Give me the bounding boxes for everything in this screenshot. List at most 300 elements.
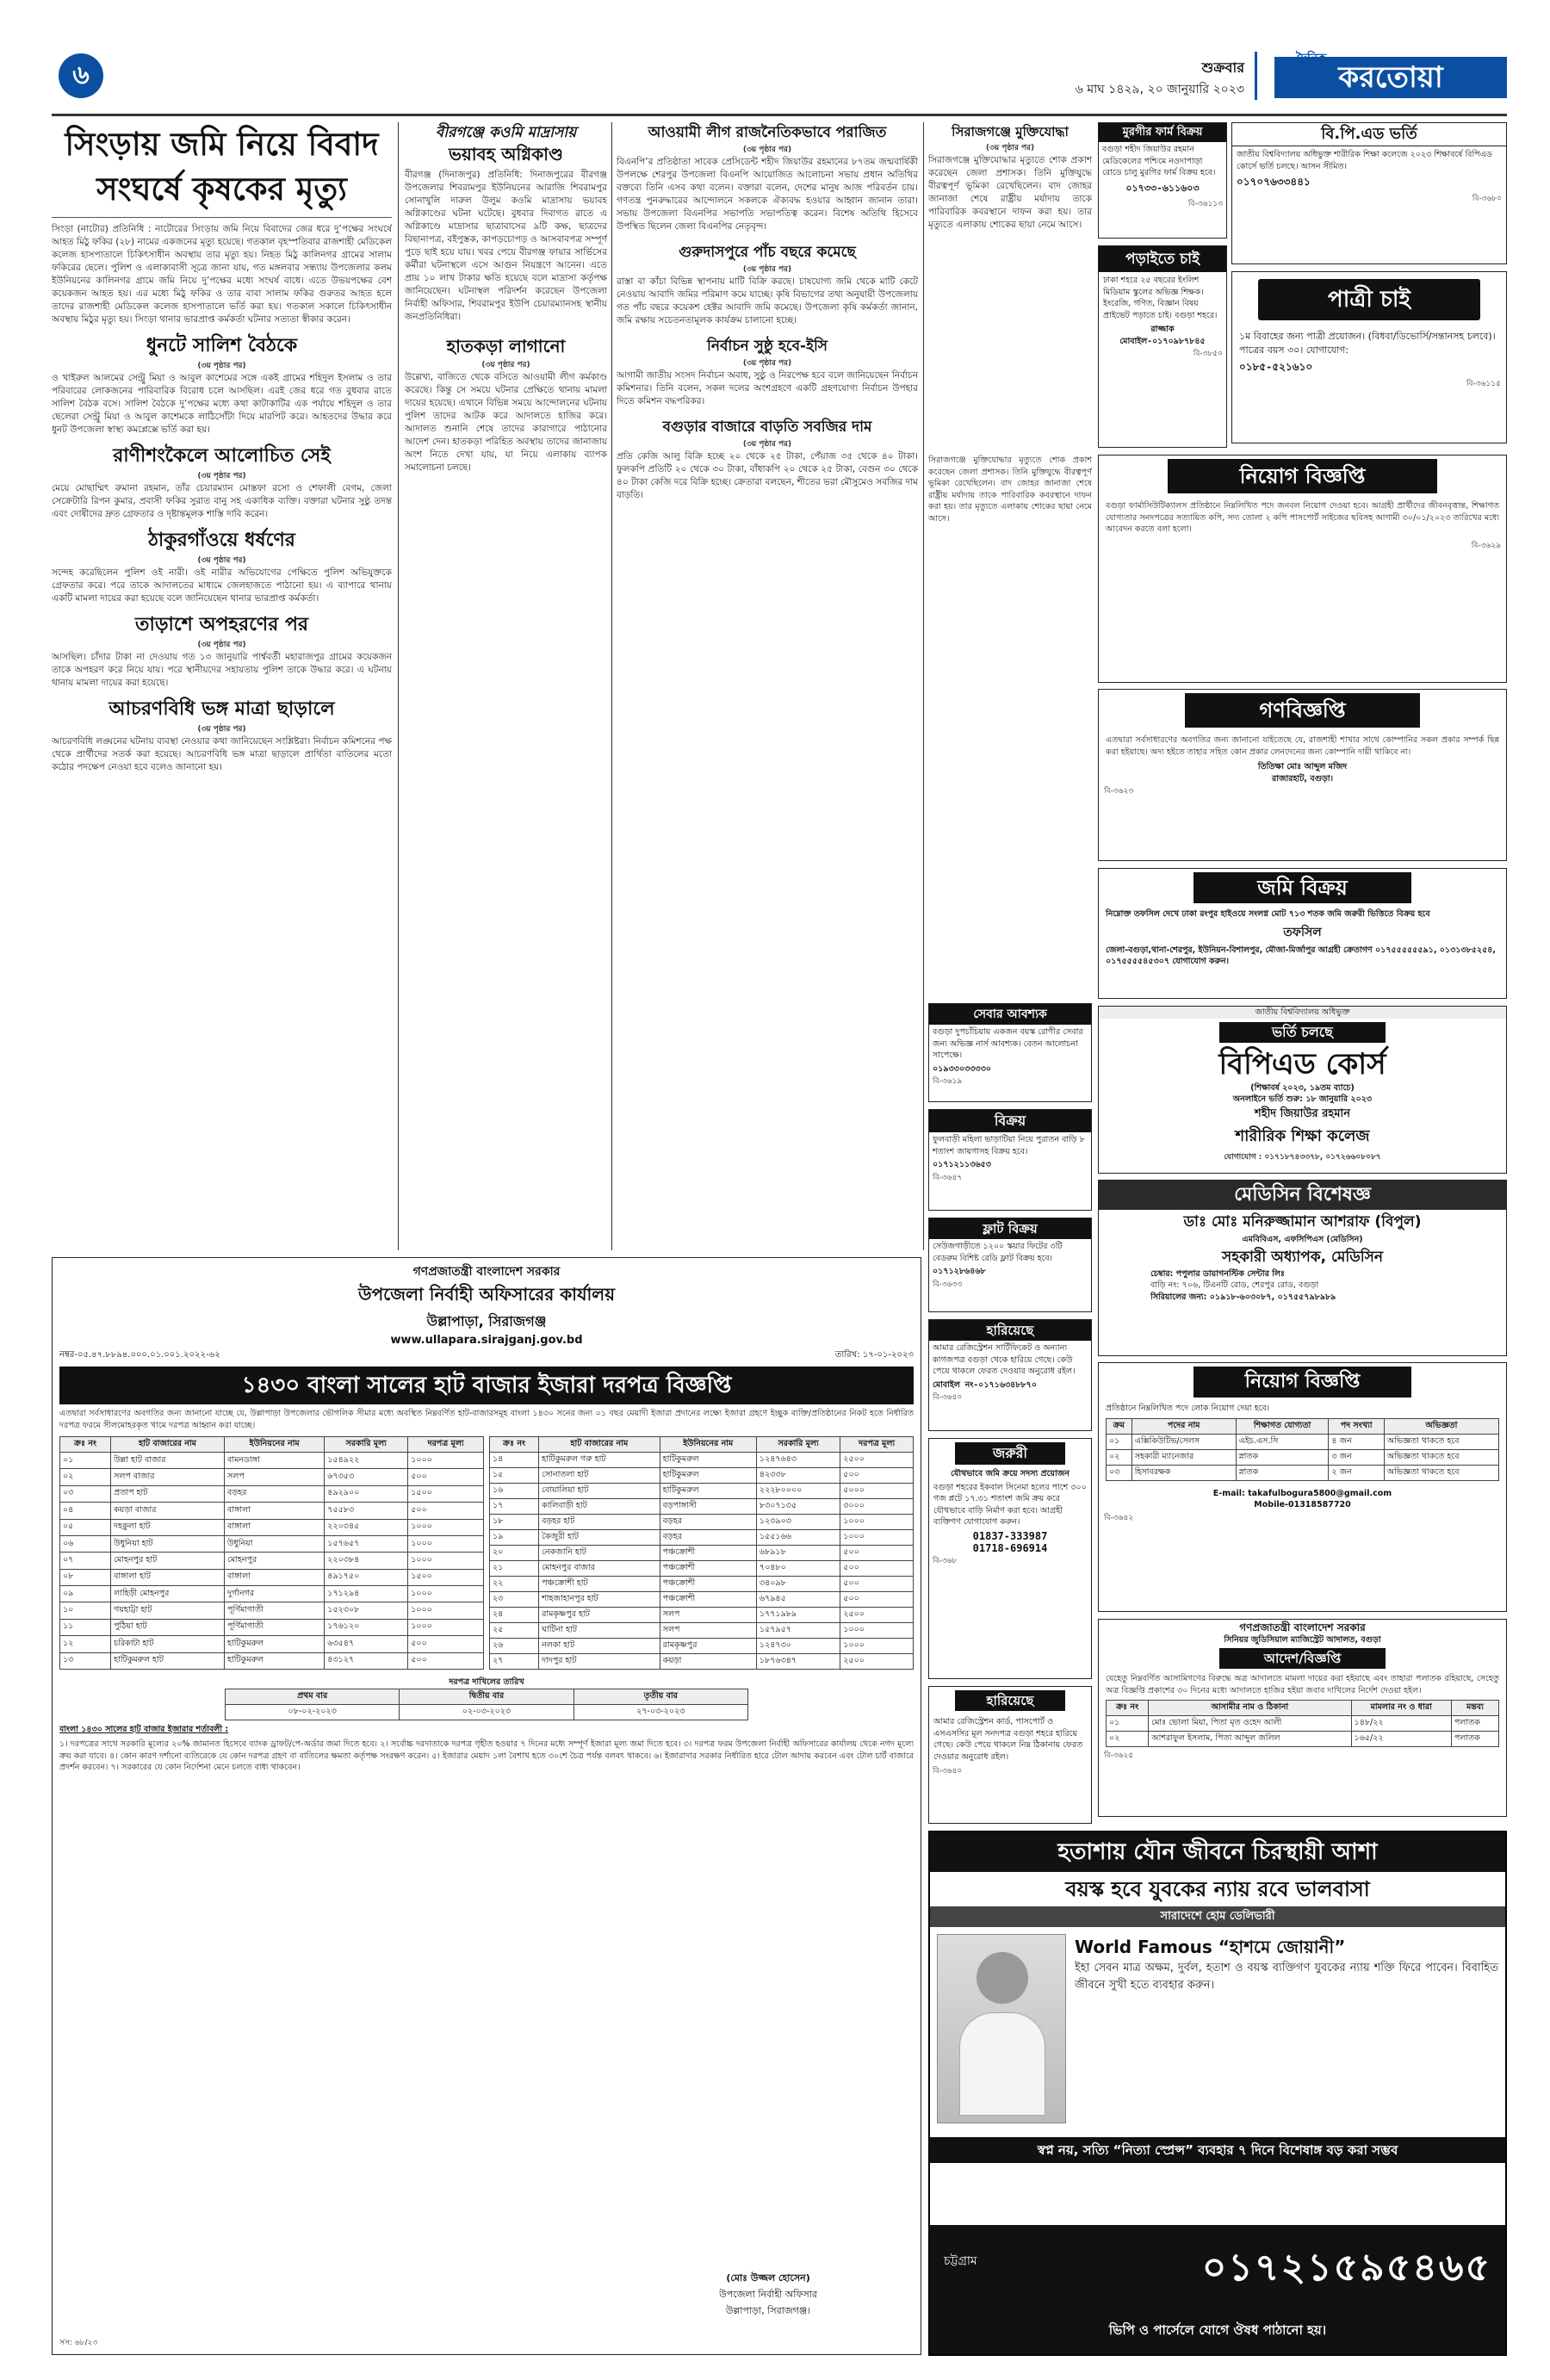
table-cell: ০২ [1107,1732,1149,1747]
classified-ref: বি-৩৬১৯ [933,1077,963,1086]
health-ad-title: হতাশায় যৌন জীবনে চিরস্থায়ী আশা [930,1832,1505,1872]
table-cell: ২১ [490,1561,539,1577]
col3-stories [617,122,918,1250]
madrasa-fire-story [405,122,607,324]
court-office: সিনিয়র জুডিসিয়াল ম্যাজিস্ট্রেট আদালত, বগুড়া [1224,1634,1381,1645]
table-cell: সলপ [660,1623,756,1639]
classified-subtitle: যৌথভাবে জমি ক্রয়ে সদস্য প্রয়োজন [951,1469,1070,1478]
product-body: ইহা সেবন মাত্র অক্ষম, দুর্বল, হতাশ ও বয়স্ক ব্যক্তিগণ যুবকের ন্যায় শক্তি ফিরে পাবেন। বিবাহিত জীবনে সুখী হতে ব্যবহার করুন। [1075,1962,1498,1992]
job-intro: প্রতিষ্ঠানে নিম্নলিখিত পদে লোক নিয়োগ দেয়া হবে। [1106,1404,1270,1413]
election-story [617,336,918,408]
classified-flat-sale [928,1218,1092,1312]
story-continued: (৩য় পৃষ্ঠার পর) [742,440,792,449]
table-row [60,1602,484,1619]
table-cell: ১৭৬১২০ [325,1619,408,1635]
table-header-cell: ক্রম [1107,1418,1132,1434]
table-row [1107,1434,1499,1449]
gurudaspur-story [617,242,918,327]
table-cell: ১০০০ [408,1535,484,1552]
classified-title: গণবিজ্ঞপ্তি [1185,693,1420,728]
job-notice-2 [1098,1362,1507,1612]
table-cell: ২২ [490,1577,539,1592]
tender-memo-row [53,1347,921,1365]
table-cell: ০২ [1107,1449,1132,1465]
table-cell: বামনডাঙ্গা [225,1453,325,1469]
table-cell: ৬৮৯১৮ [756,1546,840,1561]
table-header-cell: অভিজ্ঞতা [1384,1418,1498,1434]
table-cell: অভিজ্ঞতা থাকতে হবে [1384,1449,1498,1465]
table-cell: ৩ জন [1329,1449,1384,1465]
table-row [490,1608,914,1623]
col1-story-1 [52,333,392,437]
table-cell: ৮৩০৭১৩৫ [756,1499,840,1515]
tender-place: উল্লাপাড়া, সিরাজগঞ্জ [426,1313,547,1329]
table-row [1107,1732,1499,1747]
classified-title: সেবার আবশ্যক [929,1004,1091,1025]
bped-admit: ভর্তি চলছে [1219,1022,1386,1043]
handcuff-story [405,334,607,474]
paper-logo: করতোয়া [1274,57,1507,98]
col1-story-2 [52,443,392,521]
issue-date: ৬ মাঘ ১৪২৯, ২০ জানুয়ারি ২০২৩ [1075,83,1244,96]
story-body: আগামী জাতীয় সংসদ নির্বাচন অবাধ, সুষ্ঠু ও নিরপেক্ষ হবে বলে জানিয়েছেন নির্বাচন কমিশনার। তিনি বলেন, সকল দলের অংশগ্রহণে একটি গ্রহণযোগ্য নির্বাচন উপহার দিতে কমিশন বদ্ধপরিকর। [617,370,918,406]
court-govt: গণপ্রজাতন্ত্রী বাংলাদেশ সরকার [1239,1621,1366,1633]
story-body: উল্লেখ্য, বাজিতে থেকে বসিতে আওয়ামী লীগ কর্মকাণ্ড করেছে। কিন্তু সে সময়ে ঘটনার প্রেক্ষিতে থানায় মামলা দায়ের হয়েছে। এখানে বিভিন্ন সময়ে আন্দোলনের ঘটনায় পুলিশ তাদের আটক করে আদালতে হাজির করে। আদালত শুনানি শেষে তাদের কারাগারে পাঠানোর আদেশ দেন। হাতকড়া পরিহিত অবস্থায় তাদের জানাজায় অংশ নিতে দেখা যায়, যা নিয়ে এলাকায় ব্যাপক সমালোচনা চলছে। [405,372,607,473]
job-email[interactable]: E-mail: takafulbogura5800@gmail.com [1212,1488,1392,1498]
tender-govt: গণপ্রজাতন্ত্রী বাংলাদেশ সরকার [412,1265,561,1279]
tender-date: তারিখ: ১৭-০১-২০২৩ [834,1350,914,1360]
table-cell: ১৫ [490,1468,539,1484]
table-cell: হাটিকুমরুল [225,1636,325,1652]
classified-poultry-farm-box [1098,122,1227,239]
table-row [490,1515,914,1530]
table-cell: পলাতক [1451,1716,1498,1732]
table-cell: হাটিকুমরুল গরু হাট [539,1453,660,1468]
health-ad-strip: সারাদেশে হোম ডেলিভারী [930,1906,1505,1927]
freedom-fighter-story [928,122,1092,449]
story-title: ঠাকুরগাঁওয়ে ধর্ষণের [148,530,295,551]
table-cell: ১৫৭৯৫৭ [756,1623,840,1639]
health-product-ad [928,1831,1507,2356]
table-cell: চরিকাটা হাট [111,1636,225,1652]
tender-website[interactable]: www.ullapara.sirajganj.gov.bd [390,1334,583,1347]
classified-body: এতদ্বারা সর্বসাধারণের অবগতির জন্য জানানো যাইতেছে যে, রাজশাহী শাখার সাথে কোম্পানির সকল প্রকার সম্পর্ক ছিন্ন করা হইয়াছে। অদ্য হইতে তাহার সহিত কোন প্রকার লেনদেনের জন্য কোম্পানি দায়ী থাকিবে না। [1106,735,1499,757]
table-cell: বোয়ালিয়া হাট [539,1484,660,1499]
table-cell: বড়হর [225,1485,325,1502]
bped-course-ad [1098,1006,1507,1174]
table-cell: রামকৃষ্ণপুর হাট [539,1608,660,1623]
table-cell: ৪২৩৩৮ [756,1468,840,1484]
chamber-serial: সিরিয়ালের জন্য: ০১৯১৮-৬০৩০৮৭, ০১৭৫৫৭৯৮৯৮৯ [1150,1292,1336,1302]
classified-ref: বি-৩৬১১৫ [1466,380,1501,388]
tender-notice [52,1257,921,2355]
story-continued: (৩য় পৃষ্ঠার পর) [197,556,246,565]
table-header-cell: আসামীর নাম ও ঠিকানা [1149,1701,1351,1716]
health-ad-content [930,1927,1505,2130]
table-cell: গয়হাট্টা হাট [111,1602,225,1619]
col1-story-3 [52,528,392,605]
table-cell: স্নাতক [1236,1465,1329,1480]
table-cell: ১৫০০ [408,1485,484,1502]
tender-table-right [489,1436,914,1670]
classified-ref: বি-৩৬২৯ [1471,541,1501,550]
table-header-cell: ইউনিয়নের নাম [225,1437,325,1453]
table-cell: হাটিকুমরুল [660,1453,756,1468]
tender-title: ১৪৩০ বাংলা সালের হাট বাজার ইজারা দরপত্র বিজ্ঞপ্তি [59,1367,914,1404]
table-cell: কয়ড়া [660,1654,756,1670]
story-body: মেয়ে মোছাম্মিৎ রুমানা রহমান, তাঁর চেয়ারম্যান মোস্তফা রসো ও শেফালী বেগম, জেলা সেক্রেটারি রিপন কুমার, প্রবাসী ফকির সুরাত বানু সহ একাধিক ব্যক্তি। বক্তারা ঘটনার সুষ্ঠু তদন্ত এবং দোষীদের দ্রুত গ্রেফতার ও দৃষ্টান্তমূলক শাস্তি দাবি করেন। [52,483,392,519]
table-cell: হাটিকুমরুল [225,1652,325,1670]
table-header-cell: সরকারি মূল্য [756,1437,840,1453]
tender-table-header [60,1437,484,1453]
table-header-cell: দরপত্র মূল্য [408,1437,484,1453]
story-body: আচরণবিধি লঙ্ঘনের ঘটনায় ব্যবস্থা নেওয়ার কথা জানিয়েছেন সংশ্লিষ্টরা। নির্বাচন কমিশনের পক্ষ থেকে প্রার্থীদের সতর্ক করা হয়েছে। আচরণবিধি ভঙ্গ মাত্রা ছাড়ালে প্রার্থিতা বাতিলের মতো কঠোর পদক্ষেপ নেওয়া হবে বলেও জানানো হয়। [52,736,392,772]
table-cell: ০৬ [60,1535,111,1552]
story-title: হাতকড়া লাগানো [446,336,566,356]
table-header-cell: হাট বাজারের নাম [539,1437,660,1453]
table-cell: ৫০০ [840,1592,914,1608]
table-cell: দহকুলা হাট [111,1519,225,1535]
tender-schedule-table [225,1689,748,1720]
tender-schedule-title: দরপত্র দাখিলের তারিখ [449,1677,524,1687]
table-cell: ১২ [60,1636,111,1652]
classified-body: আমার রেজিস্ট্রেশন সার্টিফিকেট ও অন্যান্য কাগজপত্র বগুড়া থেকে হারিয়ে গেছে। কেউ পেয়ে থাকলে ফেরত দেওয়ার অনুরোধ রইল। [933,1343,1076,1376]
table-row [60,1636,484,1652]
table-cell: ৬৭৯৪৫ [756,1592,840,1608]
story-body: ও খাইরুল আলমের সেন্ট্রু মিয়া ও আবুল কাশেমের সঙ্গে একই গ্রামের শহিদুল ইসলাম ও তার পরিবারের লোকজনের পারিবারিক বিরোধ চলে আসছিল। এরই জের ধরে গত বুধবার রাতে সালিশ বৈঠক বসে। সালিশ বৈঠকে দু’পক্ষের মধ্যে কথা কাটাকাটির এক পর্যায়ে শহিদুল ও তার ছেলেরা সেন্ট্রু মিয়া ও আবুল কাশেমকে লাঠিসোঁটা দিয়ে মারপিট করে। আহতদের উদ্ধার করে ধুনট উপজেলা স্বাস্থ্য কমপ্লেক্সে ভর্তি করা হয়। [52,373,392,435]
lead-headline-1: সিংড়ায় জমি নিয়ে বিবাদ [65,126,379,163]
table-header-cell: হাট বাজারের নাম [111,1437,225,1453]
table-cell: মোঃ ভোলা মিয়া, পিতা মৃত ওহেদ আলী [1149,1716,1351,1732]
table-row [490,1654,914,1670]
table-cell: প্রতাপ হাট [111,1485,225,1502]
table-cell: ১০০০ [408,1619,484,1635]
classified-ref: বি-৩৬৩৩ [933,1280,963,1289]
vegetable-price-story [617,417,918,502]
table-cell: ০২ [60,1469,111,1485]
table-cell: বড়পাঙ্গাসী [660,1499,756,1515]
classified-title: বি.পি.এড ভর্তি [1232,123,1506,146]
table-cell: ১৪ [490,1453,539,1468]
tender-ref: সস: ৬৮/২৩ [59,2339,98,2347]
classified-phone-2: 01718-696914 [972,1541,1048,1554]
table-cell: কালিবাড়ী হাট [539,1499,660,1515]
table-cell: ১০ [60,1602,111,1619]
table-cell: ১৭১২৯৪ [325,1586,408,1602]
classified-phone: মোবাইল-০১৭০৯৮৭৮৪৫ [1119,336,1206,346]
table-header-cell: ক্রঃ নং [490,1437,539,1453]
table-header-cell: শিক্ষাগত যোগ্যতা [1236,1418,1329,1434]
classified-phone: ০১৯৩৩০৩৩৩৩০ [933,1063,991,1074]
table-cell: অভিজ্ঞতা থাকতে হবে [1384,1465,1498,1480]
table-cell: হাটিকুমরুল [660,1468,756,1484]
story-body: আসছিল। চাঁদার টাকা না দেওয়ায় গত ১৩ জানুয়ারি পার্শ্ববর্তী মহারাজপুর গ্রামের কয়েকজন তাকে অপহরণ করে নিয়ে যায়। পরে স্থানীয়দের সহায়তায় পুলিশ তাকে উদ্ধার করে। এ ঘটনায় থানায় মামলা দায়ের করা হয়েছে। [52,652,392,688]
classified-body: সেউজগাড়ীতে ১২০০ স্কয়ার ফিটের ৩টি বেডরুম বিশিষ্ট রেডি ফ্লাট বিক্রয় হবে। [933,1242,1063,1263]
table-cell: মোহনপুর বাজার [539,1561,660,1577]
classified-ref: বি-৩৬৪৭ [933,1173,963,1182]
lead-body: সিংড়া (নাটোর) প্রতিনিধি : নাটোরের সিংড়ায় জমি নিয়ে বিবাদের জের ধরে দু’পক্ষের সংঘর্ষে আহত মিঠু ফকির (২৮) নামের একজনের মৃত্যু হয়েছে। গতকাল বৃহস্পতিবার রাজশাহী মেডিকেল কলেজ হাসপাতালে চিকিৎসাধীন অবস্থায় তার মৃত্যু হয়। নিহত মিঠু কালিনগর গ্রামের সালাম ফকিরের ছেলে। পুলিশ ও এলাকাবাসী সূত্রে জানা যায়, গত মঙ্গলবার সন্ধ্যায় উপজেলার কলম ইউনিয়নের কালিনগর গ্রামে জমি নিয়ে দু’পক্ষের মধ্যে সংঘর্ষ বাধে। এতে উভয়পক্ষের বেশ কয়েকজন আহত হয়। এর মধ্যে মিঠু ফকির ও তার বাবা সালাম ফকির গুরুতর আহত হলে তাদের রাজশাহী মেডিকেল কলেজ হাসপাতালে ভর্তি করা হয়। গতকাল সকালে চিকিৎসাধীন অবস্থায় মিঠুর মৃত্যু হয়। সিংড়া থানার ভারপ্রাপ্ত কর্মকর্তা ঘটনার সত্যতা স্বীকার করেন। [52,224,392,325]
classified-body: জাতীয় বিশ্ববিদ্যালয় অধিভুক্ত শারীরিক শিক্ষা কলেজে ২০২৩ শিক্ষাবর্ষে বিপিএড কোর্সে ভর্তি চলছে। আসন সীমিত। [1237,150,1492,171]
table-row [60,1485,484,1502]
table-cell: সলপ [660,1608,756,1623]
classified-body: ১ম বিবাহের জন্য পাত্রী প্রয়োজন। (বিধবা/ডিভোর্সি/সন্তানসহ চলবে)। পাত্রের বয়স ৩০। যোগাযোগ: [1239,331,1496,356]
story-title: সিরাজগঞ্জে মুক্তিযোদ্ধা [952,124,1069,139]
story-title: রাণীশংকৈলে আলোচিত সেই [113,445,331,467]
court-table [1106,1700,1499,1747]
medicine-banner: মেডিসিন বিশেষজ্ঞ [1099,1181,1506,1210]
classified-body: ঢাকা শহরে ২৫ বছরের ইংলিশ মিডিয়াম স্কুলের অভিজ্ঞ শিক্ষক। ইংরেজি, গণিত, বিজ্ঞান বিষয় প্রাইভেট পড়াতে চাই। বগুড়া শহরে। [1103,276,1218,320]
table-row [1107,1465,1499,1480]
table-row [1107,1716,1499,1732]
table-cell: ১২৩৯০৩ [756,1515,840,1530]
table-row [490,1468,914,1484]
table-row [490,1592,914,1608]
table-cell: ১৬ [490,1484,539,1499]
health-ad-subtitle: বয়স্ক হবে যুবকের ন্যায় রবে ভালবাসা [1065,1877,1370,1901]
table-cell: ১১ [60,1619,111,1635]
table-cell: ০৫ [60,1519,111,1535]
table-header-cell: দ্বিতীয় বার [400,1689,574,1704]
classified-phone: ০১৮৫-৫২১৬১০ [1239,361,1313,373]
classified-title: জরুরী [955,1442,1065,1465]
story-continued: (৩য় পৃষ্ঠার পর) [197,725,246,734]
table-row [490,1561,914,1577]
bped-title: বিপিএড কোর্স [1218,1046,1386,1082]
classified-lost-1 [928,1319,1092,1431]
table-cell: ৪৩১২৭ [325,1652,408,1670]
table-cell: ১৮ [490,1515,539,1530]
table-cell: নেকজানি হাট [539,1546,660,1561]
table-cell: পলাতক [1451,1732,1498,1747]
story-body: রাস্তা বা কাঁচা বিভিন্ন স্থাপনায় মাটি বিক্রি করছে। চাষযোগ্য জমি থেকে মাটি কেটে নেওয়ায় আবাদি জমির পরিমাণ কমে যাচ্ছে। কৃষি বিভাগের তথ্য অনুযায়ী উপজেলায় গত পাঁচ বছরে কয়েকশ হেক্টর আবাদি জমি কমেছে। উপজেলা কৃষি কর্মকর্তা জানান, জমি রক্ষায় সচেতনতামূলক কার্যক্রম চালানো হচ্ছে। [617,276,918,325]
table-cell: সোনাতলা হাট [539,1468,660,1484]
table-cell: ঘাটিনা হাট [539,1623,660,1639]
table-header-cell: দরপত্র মূল্য [840,1437,914,1453]
table-cell: ০৭ [60,1553,111,1569]
table-row [60,1569,484,1585]
tender-table-left [59,1436,484,1670]
classified-title: নিয়োগ বিজ্ঞপ্তি [1194,1367,1411,1398]
table-cell: রামকৃষ্ণপুর [660,1639,756,1654]
table-row [1107,1449,1499,1465]
table-cell: পূর্ণিমাগাতী [225,1602,325,1619]
classified-ref: বি-৩৬২৩ [1104,787,1134,796]
story-title: গুরুদাসপুরে পাঁচ বছরে কমেছে [679,244,856,261]
table-cell: কৈজুরী হাট [539,1530,660,1546]
table-row [60,1535,484,1552]
classified-phone: ০১৭১২৮৬৪৬৮ [933,1267,986,1276]
footer-address: চট্টগ্রাম [944,2254,977,2268]
classified-body: বগুড়া দুপচাঁচিয়ায় একজন বয়স্ক রোগীর সেবার জন্য অভিজ্ঞ নার্স আবশ্যক। বেতন আলোচনা সাপেক্ষে। [933,1027,1083,1060]
story-continued: (৩য় পৃষ্ঠার পর) [985,144,1035,152]
table-cell: ২ জন [1329,1465,1384,1480]
tender-tables [53,1433,921,1673]
story-title: বীরগঞ্জে কওমি মাদ্রাসায় [435,124,577,141]
table-cell: ১৭ [490,1499,539,1515]
table-cell: ১৭৭১৯৮৯ [756,1608,840,1623]
land-tofsil: তফসিল [1283,925,1322,939]
table-cell: ৫০০ [840,1577,914,1592]
classified-ref: বি-৩৬১১৩ [1187,199,1223,208]
table-cell: ০১ [1107,1434,1132,1449]
col4-continued-text [928,455,1092,816]
table-cell: ১০০০ [840,1639,914,1654]
tender-office: উপজেলা নির্বাহী অফিসারের কার্যালয় [357,1284,615,1305]
notice-place: রাজারহাট, বগুড়া। [1272,773,1333,784]
chamber-address: বাড়ি নং: ৭০৬, টিএনটি রোড, শেরপুর রোড, বগুড়া [1150,1280,1319,1290]
table-header-cell: সরকারি মূল্য [325,1437,408,1453]
table-cell: ১০০০ [408,1453,484,1469]
table-cell: ২২২৮০০০০ [756,1484,840,1499]
table-cell: সলপ [225,1469,325,1485]
table-cell: বড়হর হাট [539,1515,660,1530]
classified-title: নিয়োগ বিজ্ঞপ্তি [1168,459,1437,493]
table-cell: এক্সিকিউটিভ/সেলস [1132,1434,1236,1449]
table-cell: উল্লা হাট বাজার [111,1453,225,1469]
medicine-specialist-ad [1098,1180,1507,1356]
table-cell: ৫০০ [408,1652,484,1670]
table-cell: ২০ [490,1546,539,1561]
story-continued: (৩য় পৃষ্ঠার পর) [742,265,792,274]
classified-title: পাত্রী চাই [1258,279,1480,320]
table-row [60,1586,484,1602]
table-cell: বড়হর [660,1515,756,1530]
product-line: World Famous “হাশমে জোয়ানী” [1075,1937,1346,1957]
classified-lost-2 [928,1686,1092,1824]
table-cell: ০১ [60,1453,111,1469]
notice-signatory: তিতিক্ষা মোঃ আব্দুল মজিদ [1257,762,1348,772]
table-cell: ২৭ [490,1654,539,1670]
table-cell: বড়হর [660,1530,756,1546]
table-cell: ০১ [1107,1716,1149,1732]
table-cell: ৫০০ [408,1503,484,1519]
health-ad-bottom: স্বপ্ন নয়, সত্যি “নিত্যা স্প্রেন্স” ব্যবহার ৭ দিনে বিশেষাঙ্গ বড় করা সম্ভব [930,2137,1505,2163]
table-cell: ৭৫৫৮৩ [325,1503,408,1519]
table-cell: বাঙ্গালা [225,1519,325,1535]
table-cell: উধুনিয়া [225,1535,325,1552]
table-cell: স্নাতক [1236,1449,1329,1465]
signatory-name: (মোঃ উজ্জল হোসেন) [726,2272,810,2284]
story-body: বীরগঞ্জ (দিনাজপুর) প্রতিনিধি: দিনাজপুরের বীরগঞ্জ উপজেলার শিবরামপুর ইউনিয়নের আরাজি শিবরামপুর সোনাখুলি দারুল উলুম কওমি মাদ্রাসায় ভয়াবহ অগ্নিকাণ্ডের ঘটনা ঘটেছে। বুধবার দিবাগত রাতে এ অগ্নিকাণ্ডে মাদ্রাসার ছাত্রাবাসের ৯টি কক্ষ, ছাত্রদের বিছানাপত্র, বইপুস্তক, কাপড়চোপড় ও আসবাবপত্র সম্পূর্ণ পুড়ে ছাই হয়ে যায়। খবর পেয়ে বীরগঞ্জ ফায়ার সার্ভিসের কর্মীরা ঘটনাস্থলে এসে আগুন নিয়ন্ত্রণে আনেন। এতে প্রায় ১০ লাখ টাকার ক্ষতি হয়েছে বলে মাদ্রাসা কর্তৃপক্ষ জানিয়েছেন। ঘটনাস্থল পরিদর্শন করেছেন উপজেলা নির্বাহী অফিসার, শিবরামপুর ইউপি চেয়ারম্যানসহ স্থানীয় জনপ্রতিনিধিরা। [405,170,607,322]
table-cell: নলকা হাট [539,1639,660,1654]
classified-name: রাজ্জাক [1150,325,1175,334]
table-cell: ১০০০ [840,1515,914,1530]
table-cell: ১৪৮/২২ [1351,1716,1451,1732]
table-cell: আশরাফুল ইসলাম, পিতা আব্দুল জলিল [1149,1732,1351,1747]
table-cell: উধুনিয়া হাট [111,1535,225,1552]
table-cell: সহকারী ম্যানেজার [1132,1449,1236,1465]
table-row [490,1484,914,1499]
classified-phone: ০১৭১২১১৩৬৫৩ [933,1160,991,1169]
tender-table-header [490,1437,914,1453]
page-number-badge: ৬ [59,53,103,98]
lead-story [52,122,392,1250]
chamber-name: চেম্বার: পপুলার ডায়াগনস্টিক সেন্টার লিঃ [1150,1268,1285,1279]
land-sale-ad [1098,868,1507,999]
table-cell: দুর্গানগর [225,1586,325,1602]
classified-title: বিক্রয় [929,1110,1091,1132]
table-cell: ১০০০ [408,1519,484,1535]
table-row [60,1519,484,1535]
table-cell: ০৯ [60,1586,111,1602]
table-cell: কয়ড়া বাজার [111,1503,225,1519]
table-header-cell: মন্তব্য [1451,1701,1498,1716]
classified-title: হারিয়েছে [955,1690,1065,1711]
bped-college: শারীরিক শিক্ষা কলেজ [1235,1126,1370,1145]
table-row [490,1530,914,1546]
table-cell: ১৬৫/২২ [1351,1732,1451,1747]
table-cell: ০৩ [1107,1465,1132,1480]
col1-story-4 [52,612,392,690]
story-body: সিরাজগঞ্জে মুক্তিযোদ্ধার মৃত্যুতে শোক প্রকাশ করেছেন জেলা প্রশাসক। তিনি মুক্তিযুদ্ধে বীরত্বপূর্ণ ভূমিকা রেখেছিলেন। বাদ জোহর জানাজা শেষে রাষ্ট্রীয় মর্যাদায় তাকে পারিবারিক কবরস্থানে দাফন করা হয়। তার মৃত্যুতে এলাকায় শোকের ছায়া নেমে আসে। [928,155,1092,230]
tender-memo: নম্বর-০৫.৪৭.৮৮৯৪.০০০.০১.০০১.২০২২-৬২ [59,1350,220,1360]
schedule-date: ০২-০৩-২০২৩ [400,1704,574,1720]
table-cell: ১০০০ [840,1623,914,1639]
classified-phone-1: 01837-333987 [972,1529,1048,1542]
table-row [60,1503,484,1519]
footer-courier: ভিপি ও পার্সেলে যোগে ঔষধ পাঠানো হয়। [1108,2322,1327,2338]
table-cell: ২৫০০ [840,1654,914,1670]
classified-title: হারিয়েছে [929,1320,1091,1341]
tender-rules-title: বাংলা ১৪৩০ সালের হাট বাজার ইজারার শর্তাবলী : [59,1724,229,1734]
col2-stories [405,122,607,1250]
schedule-date: ০৮-০২-২০২৩ [226,1704,400,1720]
issue-day: শুক্রবার [1201,59,1244,76]
table-cell: পঞ্চক্রোশী [660,1561,756,1577]
story-continued: (৩য় পৃষ্ঠার পর) [197,641,246,649]
table-cell: পুঠিয়া হাট [111,1619,225,1635]
table-cell: ২৫০০ [840,1453,914,1468]
masthead-rule [52,114,1507,116]
table-cell: পঞ্চক্রোশী [660,1577,756,1592]
doctor-photo [937,1934,1066,2123]
table-header-cell: ইউনিয়নের নাম [660,1437,756,1453]
table-cell: ১০০০ [840,1530,914,1546]
classified-ref: বি-৩৬৮০ [1472,195,1502,203]
table-header-cell: ক্রঃ নং [60,1437,111,1453]
table-cell: ০৮ [60,1569,111,1585]
table-cell: ৪ জন [1329,1434,1384,1449]
table-cell: ১৫০০ [408,1569,484,1585]
table-cell: পঞ্চক্রোশী [660,1592,756,1608]
col1-story-5 [52,697,392,774]
health-ad-footer [930,2225,1505,2354]
table-header-cell: পদ সংখ্যা [1329,1418,1384,1434]
table-cell: ০৩ [60,1485,111,1502]
signatory-title: উপজেলা নির্বাহী অফিসার [719,2289,817,2300]
classified-ref: বি-৩৬২৫ [1104,1751,1134,1760]
classified-body: আমার রেজিস্ট্রেশন কার্ড, পাসপোর্ট ও এসএসসির মূল সনদপত্র বগুড়া শহরে হারিয়ে গেছে। কেউ পেয়ে থাকলে নিম্ন ঠিকানায় ফেরত দেওয়ার অনুরোধ রইল। [933,1717,1083,1762]
story-title-2: ভয়াবহ অগ্নিকাণ্ড [449,144,563,164]
table-cell: ০৪ [60,1503,111,1519]
table-cell: ৪৯২৯০০ [325,1485,408,1502]
bped-college-pre: শহীদ জিয়াউর রহমান [1255,1106,1350,1120]
classified-body: বগুড়া শহীদ জিয়াউর রহমান মেডিকেলের পশ্চিমে নওদাপাড়া রোডে চালু মুরগির ফার্ম বিক্রয় হবে। [1102,145,1216,177]
story-title: নির্বাচন সুষ্ঠু হবে-ইসি [706,338,828,355]
table-header-cell: প্রথম বার [226,1689,400,1704]
story-body-continued: সিরাজগঞ্জে মুক্তিযোদ্ধার মৃত্যুতে শোক প্রকাশ করেছেন জেলা প্রশাসক। তিনি মুক্তিযুদ্ধে বীরত্বপূর্ণ ভূমিকা রেখেছিলেন। বাদ জোহর জানাজা শেষে রাষ্ট্রীয় মর্যাদায় তাকে পারিবারিক কবরস্থানে দাফন করা হয়। তার মৃত্যুতে এলাকায় শোকের ছায়া নেমে আসে। [928,456,1092,524]
table-row [60,1553,484,1569]
table-cell: ৩০০০ [840,1499,914,1515]
table-cell: বাঙ্গালা হাট [111,1569,225,1585]
table-cell: দাদপুর হাট [539,1654,660,1670]
table-cell: পূর্ণিমাগাতী [225,1619,325,1635]
story-title: তাড়াশে অপহরণের পর [134,614,309,635]
classified-body: বগুড়া ফার্মাসিউটিক্যালস প্রতিষ্ঠানে নিম্নলিখিত পদে জনবল নিয়োগ দেওয়া হবে। আগ্রহী প্রার্থীদের জীবনবৃত্তান্ত, শিক্ষাগত যোগ্যতার সনদপত্রের সত্যায়িত কপি, সদ্য তোলা ২ কপি পাসপোর্ট সাইজের ছবিসহ আগামী ৩০/০১/২০২৩ তারিখের মধ্যে আবেদন করতে বলা হলো। [1106,501,1499,534]
table-cell: ১৫৭৬৫৭ [325,1535,408,1552]
table-cell: হাটিকুমরুল [660,1484,756,1499]
job-notice-1 [1098,455,1507,683]
